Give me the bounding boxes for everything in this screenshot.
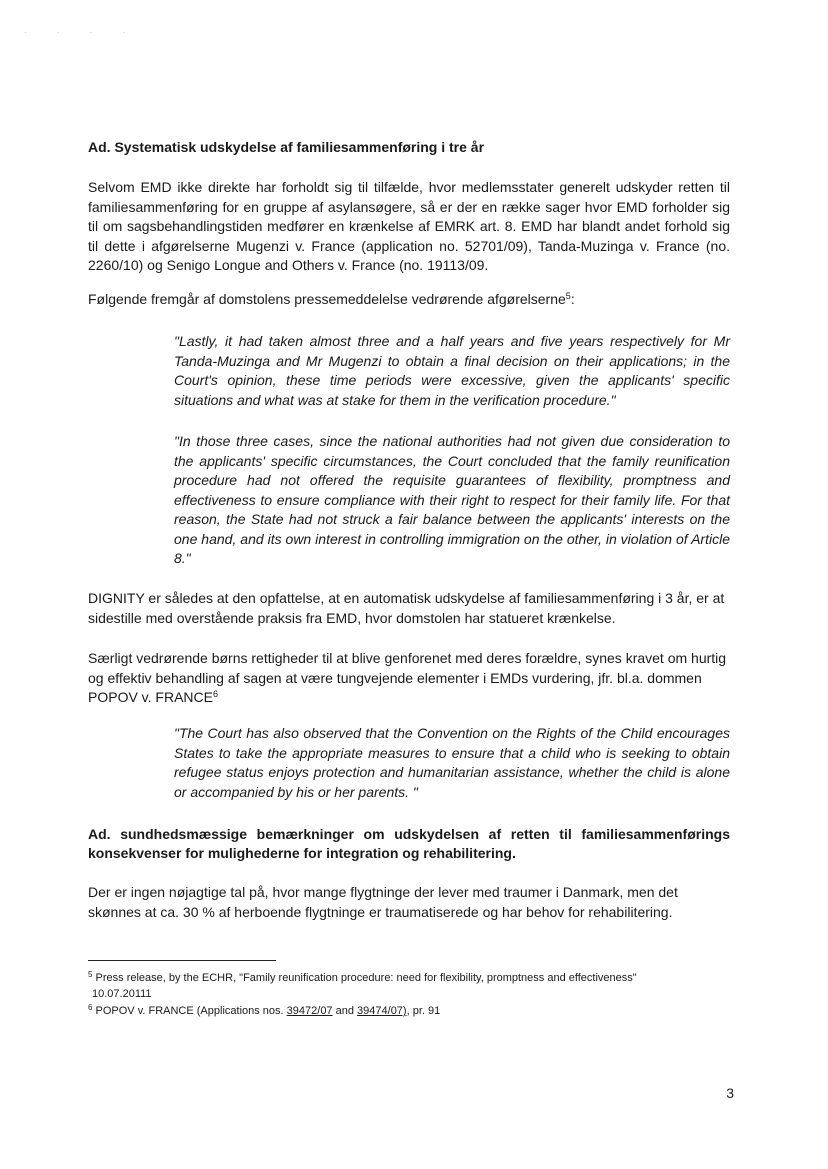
footnote-6-suffix: , pr. 91 — [406, 1005, 441, 1017]
press-release-intro-colon: : — [570, 291, 575, 307]
footnote-5-marker: 5 — [88, 970, 93, 979]
paragraph-press-release-intro — [88, 290, 730, 310]
footnote-5-date: 10.07.20111 — [92, 988, 152, 1000]
footnote-6-and: and — [335, 1005, 354, 1017]
paragraph-trauma-statistics: Der er ingen nøjagtige tal på, hvor mange flygtninge der lever med traumer i Danmark, men det skønnes at ca. 30 % af herboende flygtninge er traumatiserede og har behov for rehabilitering. — [88, 884, 678, 920]
page-number: 3 — [726, 1085, 734, 1101]
quote-convention-rights-child: "The Court has also observed that the Convention on the Rights of the Child encourages States to take the appropriate measures to ensure that a child who is seeking to obtain refugee status enjoys protection and humanitarian assistance, whether the child is alone or accompanied by his or her parents. " — [174, 725, 730, 800]
footnote-6-prefix: POPOV v. FRANCE (Applications nos. — [95, 1005, 284, 1017]
footnote-5-text: Press release, by the ECHR, "Family reunification procedure: need for flexibility, promptness and effectiveness" — [95, 972, 637, 984]
paragraph-dignity-position: DIGNITY er således at den opfattelse, at en automatisk udskydelse af familiesammenføring i 3 år, er at sidestille med overstående praksis fra EMD, hvor domstolen har statueret krænkelse. — [88, 590, 725, 626]
footnote-ref-5: 5 — [565, 291, 571, 301]
footnote-separator — [88, 960, 276, 961]
quote-three-cases: "In those three cases, since the national authorities had not given due consideration to the applicants' specific circumstances, the Court concluded that the family reunification procedure had not offered the requisite guarantees of flexibility, promptness and effectiveness to ensure compliance with their right to respect for their family life. For that reason, the State had not struck a fair balance between the applicants' interests on the one hand, and its own interest in controlling immigration on the other, in violation of Article 8." — [174, 433, 730, 566]
childrens-rights-text: Særligt vedrørende børns rettigheder til at blive genforenet med deres forældre, synes kravet om hurtig og effektiv behandling af sagen at være tungvejende elementer i EMDs vurdering, jfr. bl.a. dommen POPOV v. FRANCE — [88, 650, 727, 705]
paragraph-childrens-rights — [88, 649, 730, 708]
quote-lastly: "Lastly, it had taken almost three and a half years and five years respectively for Mr Tanda-Muzinga and Mr Mugenzi to obtain a final decision on their applications; in the Court's opinion, these time periods were excessive, given the applicants' specific situations and what was at stake for them in the verification procedure." — [174, 333, 730, 408]
scan-specks: · · · · — [24, 28, 140, 37]
footnote-6-link-39472[interactable]: 39472/07 — [286, 1005, 333, 1017]
footnote-6 — [88, 1003, 738, 1019]
footnote-5 — [88, 970, 738, 1002]
section-heading-systematic-postponement: Ad. Systematisk udskydelse af familiesammenføring i tre år — [88, 139, 485, 155]
footnote-6-marker: 6 — [88, 1003, 93, 1012]
press-release-intro-text: Følgende fremgår af domstolens pressemeddelelse vedrørende afgørelserne — [88, 291, 566, 307]
paragraph-emd-case-law: Selvom EMD ikke direkte har forholdt sig til tilfælde, hvor medlemsstater generelt udskyder retten til familiesammenføring for en gruppe af asylansøgere, så er der en række sager hvor EMD forholder sig til om sagsbehandlingstiden medfører en krænkelse af EMRK art. 8. EMD har blandt andet forhold sig til dette i afgørelserne Mugenzi v. France (application no. 52701/09), Tanda-Muzinga v. France (no. 2260/10) og Senigo Longue and Others v. France (no. 19113/09. — [88, 179, 730, 273]
footnote-6-link-39474[interactable]: 39474/07) — [357, 1005, 407, 1017]
section-heading-health-remarks: Ad. sundhedsmæssige bemærkninger om udskydelsen af retten til familiesammenførings konsekvenser for mulighederne for integration og rehabilitering. — [88, 826, 730, 861]
footnote-ref-6: 6 — [212, 689, 218, 699]
